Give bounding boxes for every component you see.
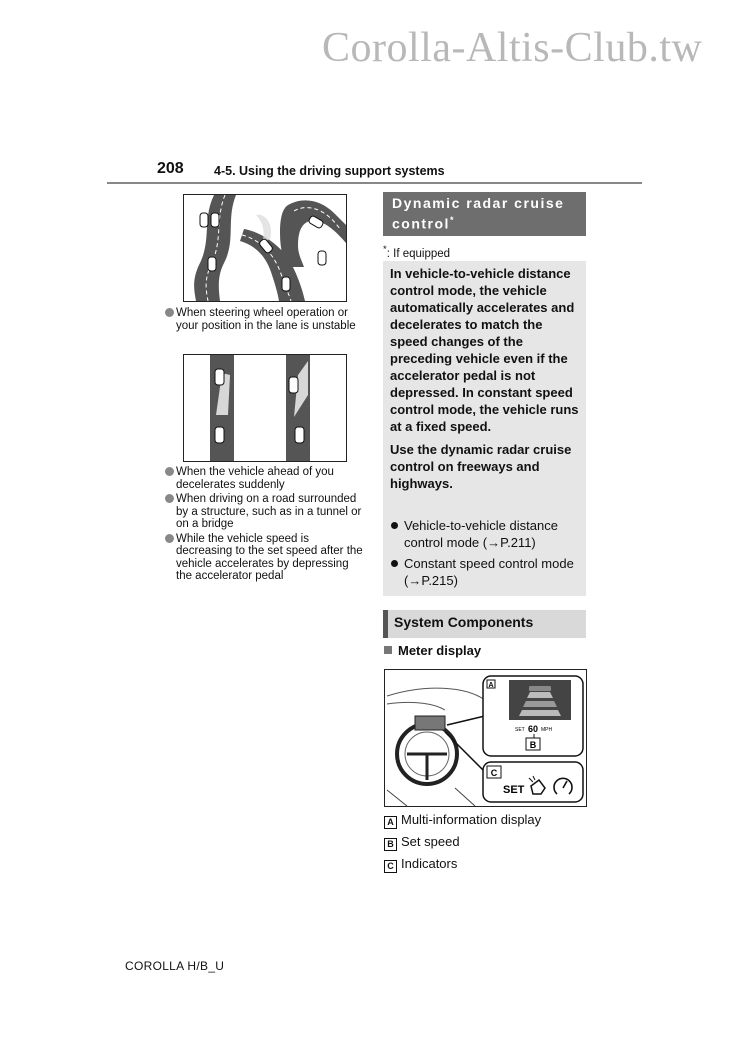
- set-small-text: SET: [515, 727, 525, 733]
- usage-paragraph: Use the dynamic radar cruise control on freeways and highways.: [390, 442, 572, 491]
- legend-letter: A: [384, 816, 397, 829]
- figure-label-b: B: [529, 740, 537, 750]
- list-item: [165, 533, 365, 583]
- caption-steering: [165, 307, 365, 334]
- footnote: [383, 244, 450, 260]
- heading-footnote-mark: *: [449, 215, 455, 225]
- intro-paragraph: In vehicle-to-vehicle distance control mode, the vehicle automatically accelerates and decelerates to match the speed changes of the preceding vehicle even if the accelerator pedal is not depressed. In constant speed control mode, the vehicle runs at a fixed speed.: [390, 266, 579, 434]
- header-rule: [107, 182, 642, 184]
- legend-letter: B: [384, 838, 397, 851]
- set-indicator: SET: [503, 784, 525, 796]
- caption-text: When steering wheel operation or your position in the lane is unstable: [176, 307, 356, 332]
- conditions-list: [165, 466, 365, 585]
- meter-display-label: [384, 643, 481, 658]
- curved-road-illustration: [183, 194, 347, 302]
- straight-lane-illustration: [183, 354, 347, 462]
- footer-model: COROLLA H/B_U: [125, 959, 225, 973]
- bullet-icon: [391, 522, 398, 529]
- list-item: [165, 493, 365, 531]
- page-number: 208: [157, 160, 184, 177]
- list-item: [165, 466, 365, 491]
- dynamic-radar-heading: [383, 192, 586, 236]
- mode-text: Constant speed control mode (→P.215): [404, 556, 574, 588]
- legend-item-c: [384, 856, 457, 872]
- mode-text: Vehicle-to-vehicle distance control mode (→P.211): [404, 518, 558, 550]
- footnote-text: : If equipped: [386, 247, 451, 260]
- figure-label-a: A: [488, 682, 494, 689]
- bullet-icon: [165, 308, 174, 317]
- list-item-text: While the vehicle speed is decreasing to the set speed after the vehicle accelerates by depressing the accelerator pedal: [176, 532, 363, 582]
- modes-list: [390, 517, 580, 593]
- speed-unit: MPH: [541, 727, 553, 733]
- section-title: 4-5. Using the driving support systems: [214, 164, 445, 178]
- bullet-icon: [391, 560, 398, 567]
- set-speed-value: 60: [528, 724, 539, 734]
- list-item-text: When the vehicle ahead of you decelerates suddenly: [176, 466, 334, 491]
- meter-label-text: Meter display: [398, 643, 482, 658]
- bullet-icon: [165, 467, 174, 476]
- legend-text: Indicators: [401, 856, 458, 871]
- description-text: [390, 265, 580, 498]
- watermark: Corolla-Altis-Club.tw: [322, 25, 703, 71]
- list-item: [390, 517, 580, 551]
- square-bullet-icon: [384, 646, 392, 654]
- legend-item-b: [384, 834, 460, 850]
- list-item-text: When driving on a road surrounded by a structure, such as in a tunnel or on a bridge: [176, 493, 362, 530]
- legend-text: Multi-information display: [401, 812, 542, 827]
- footnote-mark: *: [383, 244, 387, 255]
- heading-text: Dynamic radar cruise control: [392, 195, 565, 232]
- list-item: [390, 555, 580, 589]
- bullet-icon: [165, 534, 174, 543]
- legend-item-a: [384, 812, 541, 828]
- legend-letter: C: [384, 860, 397, 873]
- system-components-heading: System Components: [383, 610, 586, 638]
- bullet-icon: [165, 494, 174, 503]
- legend-text: Set speed: [401, 834, 460, 849]
- meter-display-figure: [384, 669, 587, 807]
- figure-label-c: C: [490, 768, 498, 778]
